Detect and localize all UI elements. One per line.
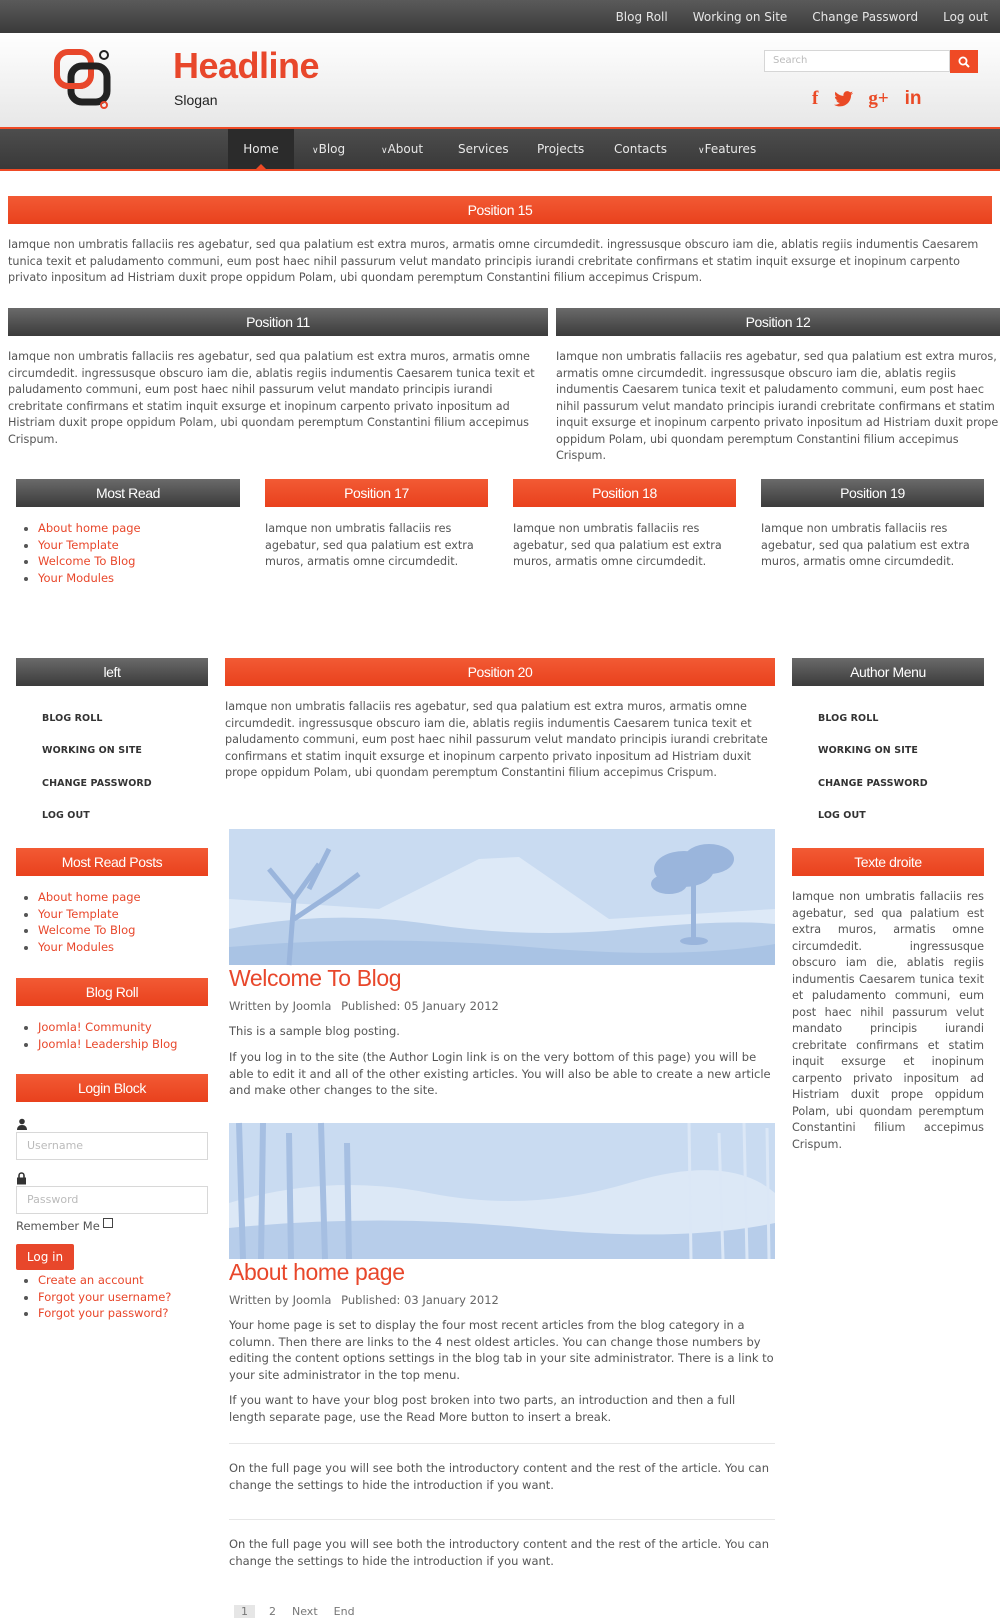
article-published: Published: 05 January 2012 [341,999,499,1013]
menu-item-blog-roll[interactable]: BLOG ROLL [818,713,879,724]
article-title[interactable]: About home page [229,1259,405,1285]
active-indicator [256,164,266,169]
list-item[interactable]: • Welcome To Blog [38,922,141,939]
nav-item-about[interactable] [381,129,423,169]
nav-item-features[interactable] [698,129,756,169]
list-item[interactable]: • Your Modules [38,939,141,956]
left-header: left [16,658,208,686]
position-20-header: Position 20 [225,658,775,686]
menu-item-working-on-site[interactable]: WORKING ON SITE [42,745,143,756]
texte-droite-text: Iamque non umbratis fallaciis res agebatur, sed qua palatium est extra muros, armatis omne circumdedit. ingressusque obscuro iam die, ablatis regiis indumentis Caesarem tunica texit et paludamento communi, eum post haec nihil passurum velut mandato principis iurandi crebritate confirmans et statim inquit exsurge et inopinum carpento privato inpositum ad Histriam duxit prope oppidum Polam, ubi quondam peremptum Constantini filium accepimus Crispum. [792,890,984,1151]
forgot-password-link[interactable]: • Forgot your password? [38,1305,171,1322]
nav-label: About [387,142,424,156]
divider [229,1443,775,1444]
menu-item-working-on-site[interactable]: WORKING ON SITE [818,745,919,756]
position-11-header: Position 11 [8,308,548,336]
list-item[interactable]: • Joomla! Leadership Blog [38,1036,177,1053]
main-nav [0,127,1000,171]
menu-item-change-password[interactable]: CHANGE PASSWORD [42,778,152,789]
article-paragraph: If you log in to the site (the Author Login link is on the very bottom of this page) you will be able to edit it and all of the other existing articles. You will also be able to create a new article and make other changes to the site. [229,1050,771,1097]
header [0,33,1000,127]
chevron-down-icon: ∨ [698,146,705,156]
site-slogan: Slogan [174,92,218,108]
nav-label: Blog [318,142,346,156]
most-read-header: Most Read [16,479,240,507]
article-image-mountain[interactable] [229,829,775,965]
position-20-text: Iamque non umbratis fallaciis res agebatur, sed qua palatium est extra muros, armatis omne circumdedit. ingressusque obscuro iam die, ablatis regiis indumentis Caesarem tunica texit et paludamento communi, eum post haec nihil passurum velut mandato principis iurandi crebritate confirmans et statim inquit exsurge et inopinum carpento privato inpositum ad Histriam duxit prope oppidum Polam, ubi quondam peremptum Constantini filium accepimus Crispum. [225,700,768,779]
password-field[interactable]: Password [16,1186,208,1214]
list-item[interactable]: • About home page [38,520,141,537]
texte-droite-header: Texte droite [792,848,984,876]
blog-roll-list [18,1019,177,1052]
most-read-list [18,520,141,586]
username-field[interactable]: Username [16,1132,208,1160]
most-read-posts-list [18,889,141,955]
nav-item-projects[interactable] [537,129,584,169]
menu-item-change-password[interactable]: CHANGE PASSWORD [818,778,928,789]
position-17-text: Iamque non umbratis fallaciis res agebatur, sed qua palatium est extra muros, armatis omne circumdedit. [265,522,474,568]
remember-me-checkbox[interactable] [103,1218,113,1228]
position-15-text: Iamque non umbratis fallaciis res agebatur, sed qua palatium est extra muros, armatis omne circumdedit. ingressusque obscuro iam die, ablatis regiis indumentis Caesarem tunica texit et paludamento communi, eum post haec nihil passurum velut mandato principis iurandi crebritate confirmans et statim inquit exsurge et inopinum carpento privato inpositum ad Histriam duxit prope oppidum Polam, ubi quondam peremptum Constantini filium accepimus Crispum. [8,238,979,284]
search-icon [958,56,970,68]
linkedin-icon[interactable]: in [904,88,922,109]
article-paragraph: This is a sample blog posting. [229,1024,400,1038]
search-button[interactable] [950,50,978,73]
list-item[interactable]: • Joomla! Community [38,1019,177,1036]
login-links [18,1272,171,1322]
most-read-posts-header: Most Read Posts [16,848,208,876]
article-meta [229,1293,499,1307]
list-item[interactable]: • Welcome To Blog [38,553,141,570]
divider [229,1519,775,1520]
menu-item-log-out[interactable]: LOG OUT [42,810,90,821]
login-block-header: Login Block [16,1074,208,1102]
article-paragraph: On the full page you will see both the introductory content and the rest of the article. You can change the settings to hide the introduction if you want. [229,1537,769,1568]
page-next-link[interactable]: Next [292,1605,318,1618]
list-item[interactable]: • About home page [38,889,141,906]
nav-item-contacts[interactable] [614,129,667,169]
article-author: Written by Joomla [229,1293,332,1307]
twitter-icon[interactable] [834,91,854,107]
list-item[interactable]: • Your Template [38,906,141,923]
position-11-text: Iamque non umbratis fallaciis res agebatur, sed qua palatium est extra muros, armatis omne circumdedit. ingressusque obscuro iam die, ablatis regiis indumentis Caesarem tunica texit et paludamento communi, eum post haec nihil passurum velut mandato principis iurandi crebritate confirmans et statim inquit exsurge et inopinum carpento privato inpositum ad Histriam duxit prope oppidum Polam, ubi quondam peremptum Constantini filium accepimus Crispum. [8,350,535,446]
nav-item-home[interactable] [228,129,294,169]
author-menu-header: Author Menu [792,658,984,686]
user-icon [16,1118,28,1130]
social-links [812,88,938,110]
blog-roll-header: Blog Roll [16,978,208,1006]
login-button[interactable]: Log in [16,1244,74,1270]
nav-label: Features [704,142,757,156]
chevron-down-icon: ∨ [381,146,388,156]
facebook-icon[interactable]: f [812,88,819,109]
article-paragraph: If you want to have your blog post broken into two parts, an introduction and then a full length separate page, use the Read More button to insert a break. [229,1393,736,1424]
position-19-header: Position 19 [761,479,984,507]
page-end-link[interactable]: End [333,1605,355,1618]
top-links [591,0,988,33]
position-19-text: Iamque non umbratis fallaciis res agebatur, sed qua palatium est extra muros, armatis omne circumdedit. [761,522,970,568]
forgot-username-link[interactable]: • Forgot your username? [38,1289,171,1306]
remember-me-label: Remember Me [16,1219,100,1233]
nav-label: Projects [537,142,585,156]
site-logo[interactable] [52,47,118,113]
pagination [234,1605,371,1618]
nav-label: Services [458,142,509,156]
nav-label: Home [243,142,279,156]
page-link[interactable]: 2 [269,1605,276,1618]
article-paragraph: Your home page is set to display the four most recent articles from the blog category in a column. Then there are links to the 4 nest oldest articles. You can change those numbers by editing the content options settings in the blog tab in your site administrator. There is a link to your site administrator in the top menu. [229,1318,774,1382]
position-12-text: Iamque non umbratis fallaciis res agebatur, sed qua palatium est extra muros, armatis omne circumdedit. ingressusque obscuro iam die, ablatis regiis indumentis Caesarem tunica texit et paludamento communi, eum post haec nihil passurum velut mandato principis iurandi crebritate confirmans et statim inquit exsurge et inopinum carpento privato inpositum ad Histriam duxit prope oppidum Polam, ubi quondam peremptum Constantini filium accepimus Crispum. [556,350,999,462]
page-link-current[interactable]: 1 [234,1605,255,1618]
list-item[interactable]: • Your Template [38,537,141,554]
article-author: Written by Joomla [229,999,332,1013]
top-link-blog-roll[interactable]: Blog Roll [615,9,668,24]
article-paragraph: On the full page you will see both the introductory content and the rest of the article. You can change the settings to hide the introduction if you want. [229,1461,769,1492]
position-17-header: Position 17 [265,479,488,507]
position-15-header: Position 15 [8,196,992,224]
search-input[interactable]: Search [764,50,950,72]
position-18-header: Position 18 [513,479,736,507]
top-link-log-out[interactable]: Log out [943,9,988,24]
nav-item-blog[interactable] [312,129,345,169]
article-title[interactable]: Welcome To Blog [229,965,402,991]
article-meta [229,999,499,1013]
lock-icon [16,1172,27,1185]
position-18-text: Iamque non umbratis fallaciis res agebatur, sed qua palatium est extra muros, armatis omne circumdedit. [513,522,722,568]
article-published: Published: 03 January 2012 [341,1293,499,1307]
google-plus-icon[interactable]: g+ [868,88,889,109]
position-12-header: Position 12 [556,308,1000,336]
nav-label: Contacts [614,142,667,156]
chevron-down-icon: ∨ [312,146,319,156]
nav-item-services[interactable] [458,129,509,169]
create-account-link[interactable]: • Create an account [38,1272,171,1289]
site-headline[interactable]: Headline [173,45,320,86]
top-bar [0,0,1000,33]
top-link-working-on-site[interactable]: Working on Site [692,9,788,24]
menu-item-log-out[interactable]: LOG OUT [818,810,866,821]
list-item[interactable]: • Your Modules [38,570,141,587]
article-image-bamboo[interactable] [229,1123,775,1259]
menu-item-blog-roll[interactable]: BLOG ROLL [42,713,103,724]
top-link-change-password[interactable]: Change Password [812,9,919,24]
